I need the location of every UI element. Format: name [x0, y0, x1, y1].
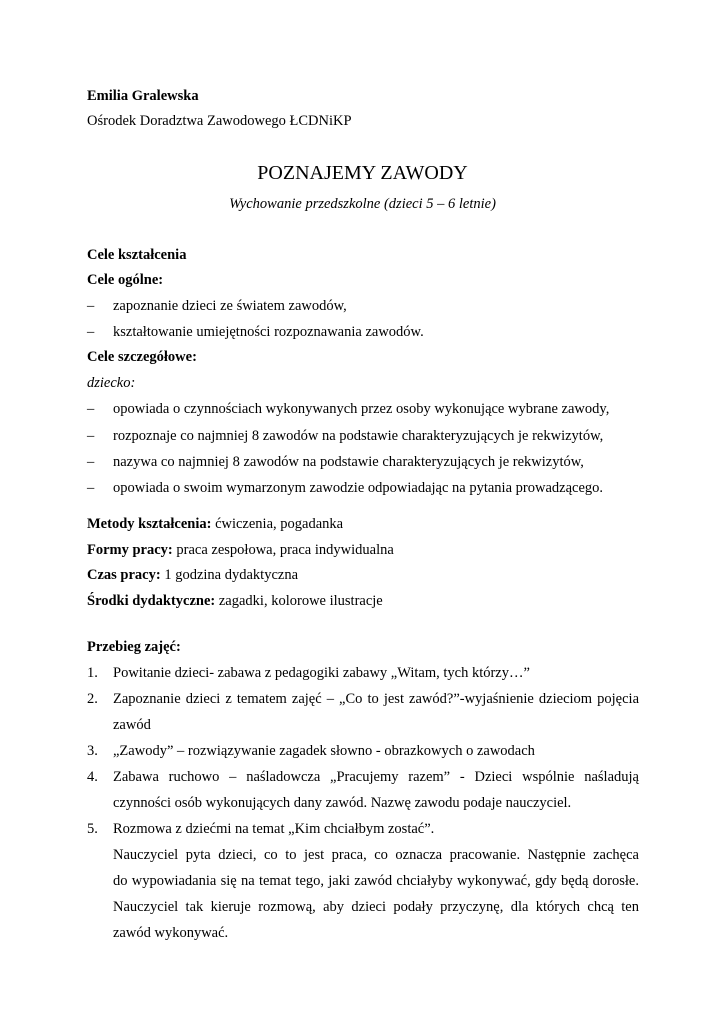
item-line: czynności osób wykonujących dany zawód. Nazwę zawodu podaje nauczyciel.: [113, 795, 572, 811]
document-subtitle: Wychowanie przedszkolne (dzieci 5 – 6 letnie): [229, 196, 496, 212]
item-line: zawód wykonywać.: [113, 925, 229, 941]
item-number: 4.: [87, 769, 98, 785]
procedure-heading: Przebieg zajęć:: [87, 639, 181, 655]
time-row: [87, 566, 298, 584]
means-row: [87, 592, 383, 610]
list-bullet: –: [87, 401, 95, 417]
list-item: rozpoznaje co najmniej 8 zawodów na podstawie charakteryzujących je rekwizytów,: [113, 428, 604, 444]
specific-goals-intro: dziecko:: [87, 375, 136, 391]
goals-heading: Cele kształcenia: [87, 247, 187, 263]
forms-label: Formy pracy:: [87, 542, 173, 558]
forms-value: praca zespołowa, praca indywidualna: [172, 542, 394, 558]
list-bullet: –: [87, 480, 95, 496]
methods-value: ćwiczenia, pogadanka: [211, 516, 344, 532]
means-value: zagadki, kolorowe ilustracje: [215, 593, 383, 609]
list-bullet: –: [87, 428, 95, 444]
author-name: Emilia Gralewska: [87, 88, 199, 104]
item-number: 1.: [87, 665, 98, 681]
item-line: Nauczyciel tak kieruje rozmową, aby dzieci podały przyczynę, dla których chcą ten: [113, 899, 639, 915]
forms-row: [87, 541, 394, 559]
specific-goals-heading: Cele szczegółowe:: [87, 349, 197, 365]
methods-row: [87, 515, 343, 533]
item-line: Nauczyciel pyta dzieci, co to jest praca, co oznacza pracowanie. Następnie zachęca: [113, 847, 639, 863]
institution-name: Ośrodek Doradztwa Zawodowego ŁCDNiKP: [87, 113, 352, 129]
list-item: nazywa co najmniej 8 zawodów na podstawie charakteryzujących je rekwizytów,: [113, 454, 584, 470]
list-bullet: –: [87, 298, 95, 314]
item-line: zawód: [113, 717, 151, 733]
time-label: Czas pracy:: [87, 567, 161, 583]
list-item: opowiada o czynnościach wykonywanych przez osoby wykonujące wybrane zawody,: [113, 401, 610, 417]
item-line: do wypowiadania się na temat tego, jaki zawód chciałyby wykonywać, gdy będą dorosłe.: [113, 873, 639, 889]
methods-label: Metody kształcenia:: [87, 516, 212, 532]
list-item: opowiada o swoim wymarzonym zawodzie odpowiadając na pytania prowadzącego.: [113, 480, 604, 496]
list-bullet: –: [87, 324, 95, 340]
list-item: zapoznanie dzieci ze światem zawodów,: [113, 298, 347, 314]
time-value: 1 godzina dydaktyczna: [160, 567, 298, 583]
item-line: Zapoznanie dzieci z tematem zajęć – „Co to jest zawód?”-wyjaśnienie dzieciom pojęcia: [113, 691, 639, 707]
general-goals-heading: Cele ogólne:: [87, 272, 164, 288]
item-number: 2.: [87, 691, 98, 707]
item-number: 3.: [87, 743, 98, 759]
document-title: POZNAJEMY ZAWODY: [257, 162, 468, 184]
item-line: Rozmowa z dziećmi na temat „Kim chciałbym zostać”.: [113, 821, 435, 837]
item-line: Powitanie dzieci- zabawa z pedagogiki zabawy „Witam, tych którzy…”: [113, 665, 530, 681]
item-line: Zabawa ruchowo – naśladowcza „Pracujemy razem” - Dzieci wspólnie naśladują: [113, 769, 639, 785]
list-item: kształtowanie umiejętności rozpoznawania zawodów.: [113, 324, 424, 340]
means-label: Środki dydaktyczne:: [87, 593, 216, 609]
list-bullet: –: [87, 454, 95, 470]
item-line: „Zawody” – rozwiązywanie zagadek słowno - obrazkowych o zawodach: [113, 743, 535, 759]
item-number: 5.: [87, 821, 98, 837]
